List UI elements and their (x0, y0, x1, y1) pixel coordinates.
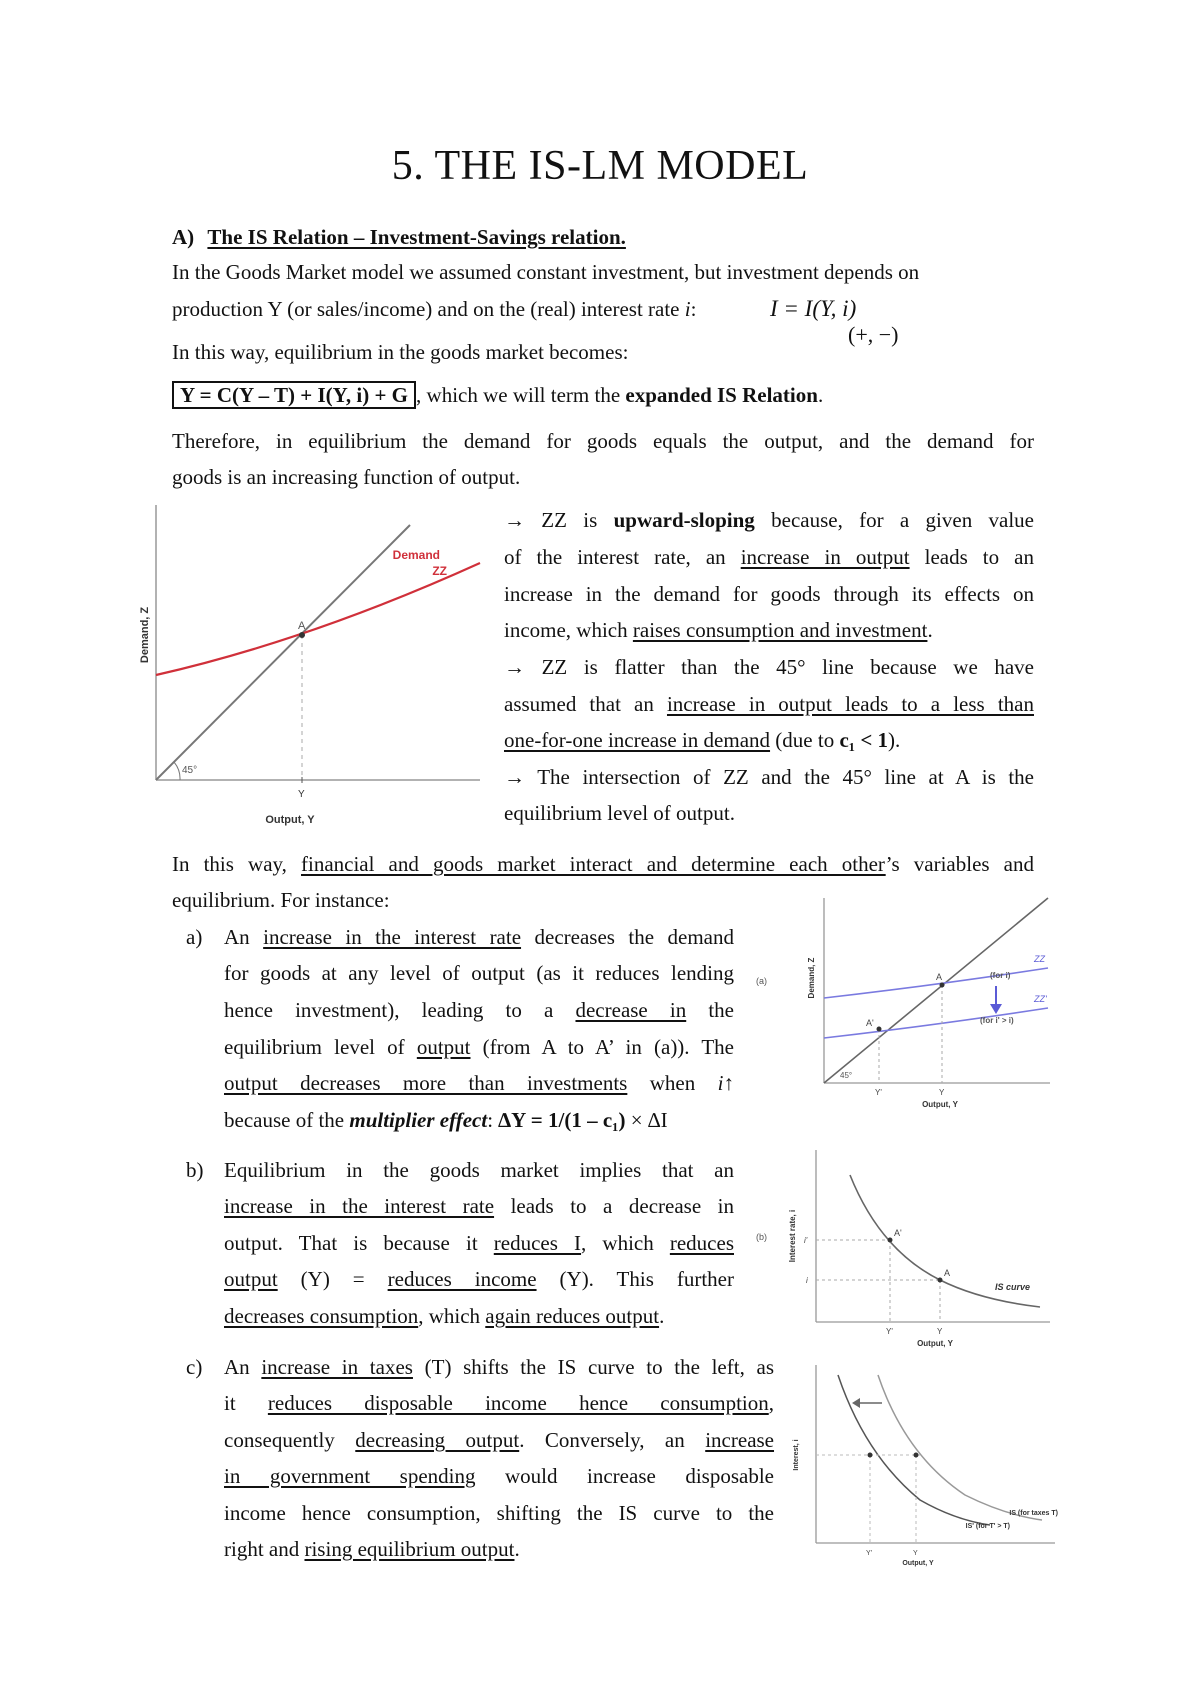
b1-post: because, for a given value (754, 508, 1034, 532)
c-l3-u2: increase (705, 1428, 775, 1452)
b1-l4-post: . (927, 618, 933, 642)
panel-label-b: (b) (756, 1232, 767, 1242)
item-b-line-1: Equilibrium in the goods market implies that an (224, 1158, 734, 1182)
point-a (938, 1278, 943, 1283)
panel-label-a: (a) (756, 976, 767, 986)
section-marker: A) (172, 225, 195, 249)
a-l5-u: output decreases more than investments (224, 1071, 628, 1095)
c-l3-pre: consequently (224, 1428, 356, 1452)
bullet-1-line-3: increase in the demand for goods through its effects on (504, 582, 1034, 606)
item-c-line-1 (224, 1349, 774, 1386)
c-l6-end: . (514, 1537, 520, 1561)
c-l2-post: , (768, 1391, 774, 1415)
b1-l4-pre: income, which (504, 618, 633, 642)
x-axis-label: Output, Y (917, 1339, 953, 1348)
a-l5-post: when (627, 1071, 718, 1095)
item-b-line-5 (224, 1298, 664, 1335)
b-l4-u2: reduces income (387, 1267, 537, 1291)
point-a (299, 632, 305, 638)
b-l3-u1: reduces I (493, 1231, 582, 1255)
label-y-tick: Y (298, 789, 305, 800)
is-curve (878, 1375, 1042, 1520)
label-y: Y (937, 1327, 943, 1336)
left-arrow-icon (852, 1398, 860, 1408)
zz-curve (156, 563, 480, 675)
figure-is-curve (750, 1150, 1055, 1350)
intro-line-3: In this way, equilibrium in the goods market becomes: (172, 340, 629, 364)
item-a-line-5 (224, 1065, 734, 1102)
label-y-prime: Y' (875, 1088, 882, 1097)
zz-prime-curve (824, 1008, 1048, 1038)
investment-formula: I = I(Y, i) (770, 296, 857, 321)
item-b-line-4 (224, 1261, 734, 1298)
y-axis-label: Interest, i (793, 1439, 800, 1471)
item-a-line-1 (224, 919, 734, 956)
label-i-prime: i' (804, 1236, 808, 1245)
item-b-line-3 (224, 1225, 734, 1262)
b-l5-u1: decreases consumption (224, 1304, 419, 1328)
b2-l2-u: increase in output leads to a less than (666, 692, 1034, 716)
label-a: A (936, 972, 943, 982)
c-l1-u: increase in taxes (261, 1355, 413, 1379)
eq-after: , which we will term the (416, 383, 626, 407)
page-title: 5. THE IS-LM MODEL (391, 143, 809, 189)
b2-l3-end: ). (888, 728, 901, 752)
label-45: 45° (840, 1071, 853, 1080)
item-c-marker: c) (186, 1355, 203, 1379)
is-equation-box: Y = C(Y – T) + I(Y, i) + G (172, 381, 416, 409)
b-l2-post: leads to a decrease in (494, 1194, 734, 1218)
b-l3-mid: , which (581, 1231, 670, 1255)
c-l3-u1: decreasing output (355, 1428, 520, 1452)
int-u: financial and goods market interact and determine each other (301, 852, 886, 876)
b-l4-u1: output (224, 1267, 278, 1291)
label-is-curve: IS curve (995, 1282, 1031, 1292)
a-l3-u: decrease in (575, 998, 687, 1022)
b-l3-u2: reduces (669, 1231, 734, 1255)
bullet-1-line-4 (504, 612, 933, 648)
label-45: 45° (182, 765, 198, 776)
item-a-line-6 (224, 1102, 668, 1139)
is-relation-line (172, 377, 823, 413)
c-l1-pre: An (224, 1355, 262, 1379)
a-l4-post: (from A to A’ in (a)). The (470, 1035, 735, 1059)
is-prime-curve (838, 1375, 990, 1525)
intro-line-2-text: production Y (or sales/income) and on the (real) interest rate (172, 297, 685, 321)
b2-l3-bold: c₁ < 1 (839, 728, 889, 752)
a-l3-post: the (686, 998, 735, 1022)
section-heading (172, 219, 626, 255)
b2-l3-u: one-for-one increase in demand (504, 728, 771, 752)
label-demand: Demand (392, 548, 440, 562)
bullet-1-line-1 (504, 502, 1034, 538)
figure-is-shift (780, 1365, 1060, 1565)
label-a-prime: A' (894, 1228, 902, 1238)
b-l5-u2: again reduces output (485, 1304, 660, 1328)
bullet-3-line-1: → The intersection of ZZ and the 45° line at A is the (504, 765, 1034, 789)
intro-line-4: Therefore, in equilibrium the demand for goods equals the output, and the demand for (172, 429, 1034, 453)
int-pre: In this way, (172, 852, 301, 876)
b2-l2-pre: assumed that an (504, 692, 667, 716)
angle-arc (174, 762, 180, 780)
label-y: Y (939, 1088, 945, 1097)
multiplier-formula: ∆Y = 1/(1 – c₁) (498, 1108, 626, 1132)
interest-symbol: i (684, 297, 691, 321)
a-l1-post: decreases the demand (521, 925, 735, 949)
item-c-line-6 (224, 1531, 520, 1568)
label-zz: ZZ (432, 564, 447, 578)
a-l3-pre: hence investment), leading to a (224, 998, 576, 1022)
label-is-prime: IS' (for T' > T) (965, 1523, 1010, 1530)
intro-line-2 (172, 291, 696, 327)
label-zz: ZZ (1034, 954, 1045, 964)
b1-l2-pre: of the interest rate, an (504, 545, 741, 569)
c-l2-u: reduces disposable income hence consumption (267, 1391, 769, 1415)
b1-l2-u: increase in output (740, 545, 910, 569)
figure-zz-shift (750, 898, 1055, 1113)
bullet-1-line-2 (504, 539, 1034, 575)
c-l1-post: (T) shifts the IS curve to the left, as (412, 1355, 774, 1379)
item-a-line-2: for goods at any level of output (as it reduces lending (224, 961, 734, 985)
c-l6-u: rising equilibrium output (304, 1537, 515, 1561)
label-a-prime: A' (866, 1018, 874, 1028)
c-l2-pre: it (224, 1391, 268, 1415)
b-l4-post: (Y). This further (536, 1267, 734, 1291)
point-a (940, 983, 945, 988)
bullet-2-line-1: → ZZ is flatter than the 45° line because we have (504, 655, 1034, 679)
label-i: i (806, 1276, 808, 1285)
label-a: A (944, 1268, 951, 1278)
label-y: Y (913, 1550, 918, 1557)
item-b-line-2 (224, 1188, 734, 1225)
label-is: IS (for taxes T) (1009, 1510, 1058, 1517)
b1-l4-u: raises consumption and investment (632, 618, 928, 642)
label-a: A (298, 620, 306, 632)
b1-pre: → ZZ is (504, 508, 614, 532)
a-l6-pre: because of the (224, 1108, 350, 1132)
item-c-line-3 (224, 1422, 774, 1459)
x-axis-label: Output, Y (922, 1100, 958, 1109)
label-zz-prime: ZZ' (1034, 994, 1047, 1004)
a-l4-u: output (416, 1035, 471, 1059)
point-old (914, 1453, 919, 1458)
item-a-marker: a) (186, 925, 203, 949)
c-l4-u: in government spending (224, 1464, 476, 1488)
c-l4-post: would increase disposable (475, 1464, 774, 1488)
interact-line-2: equilibrium. For instance: (172, 888, 390, 912)
bullet-2-line-2 (504, 686, 1034, 722)
section-title: The IS Relation – Investment-Savings relation. (207, 225, 626, 249)
item-c-line-2 (224, 1385, 774, 1422)
b2-l3-mid: (due to (770, 728, 840, 752)
b1-l2-post: leads to an (909, 545, 1034, 569)
a-l6-mid: : (487, 1108, 499, 1132)
label-y-prime: Y' (886, 1327, 893, 1336)
intro-line-1: In the Goods Market model we assumed constant investment, but investment depends on (172, 260, 920, 284)
eq-end: . (817, 383, 824, 407)
x-axis-label: Output, Y (265, 814, 315, 826)
c-l6-pre: right and (224, 1537, 305, 1561)
x-axis-label: Output, Y (902, 1560, 934, 1567)
y-axis-label: Demand, Z (139, 606, 151, 664)
item-c-line-4 (224, 1458, 774, 1495)
upward-sloping: upward-sloping (613, 508, 755, 532)
bullet-3-line-2: equilibrium level of output. (504, 801, 735, 825)
item-c-line-5: income hence consumption, shifting the IS curve to the (224, 1501, 774, 1525)
label-y-prime: Y' (866, 1550, 873, 1557)
point-a-prime (877, 1027, 882, 1032)
b-l2-u: increase in the interest rate (224, 1194, 495, 1218)
a-l5-i: i↑ (717, 1071, 734, 1095)
colon: : (690, 297, 697, 321)
a-l1-pre: An (224, 925, 264, 949)
y-axis-label: Demand, Z (807, 957, 816, 999)
bullet-2-line-3 (504, 722, 900, 758)
shift-arrow-icon (990, 1004, 1002, 1014)
a-l4-pre: equilibrium level of (224, 1035, 417, 1059)
c-l3-mid: . Conversely, an (519, 1428, 706, 1452)
label-zz-prime-note: (for i' > i) (980, 1016, 1014, 1025)
item-b-marker: b) (186, 1158, 204, 1182)
y-axis-label: Interest rate, i (788, 1209, 797, 1263)
int-post: ’s variables and (885, 852, 1034, 876)
multiplier-effect: multiplier effect (349, 1108, 488, 1132)
interact-line-1 (172, 846, 1034, 882)
item-a-line-4 (224, 1029, 734, 1066)
45-degree-line (824, 898, 1048, 1083)
45-degree-line (156, 525, 410, 780)
b-l5-end: . (659, 1304, 665, 1328)
a-l6-end: × ∆I (625, 1108, 668, 1132)
point-a-prime (888, 1238, 893, 1243)
point-new (868, 1453, 873, 1458)
b-l4-mid: (Y) = (277, 1267, 388, 1291)
item-a-line-3 (224, 992, 734, 1029)
b-l3-pre: output. That is because it (224, 1231, 494, 1255)
intro-line-5: goods is an increasing function of output. (172, 465, 521, 489)
b-l5-mid: , which (418, 1304, 486, 1328)
investment-signs: (+, −) (848, 322, 899, 347)
a-l1-u: increase in the interest rate (263, 925, 522, 949)
expanded-is-relation: expanded IS Relation (625, 383, 818, 407)
label-zz-note: (for i) (990, 971, 1011, 980)
figure-zz-demand (140, 505, 490, 830)
